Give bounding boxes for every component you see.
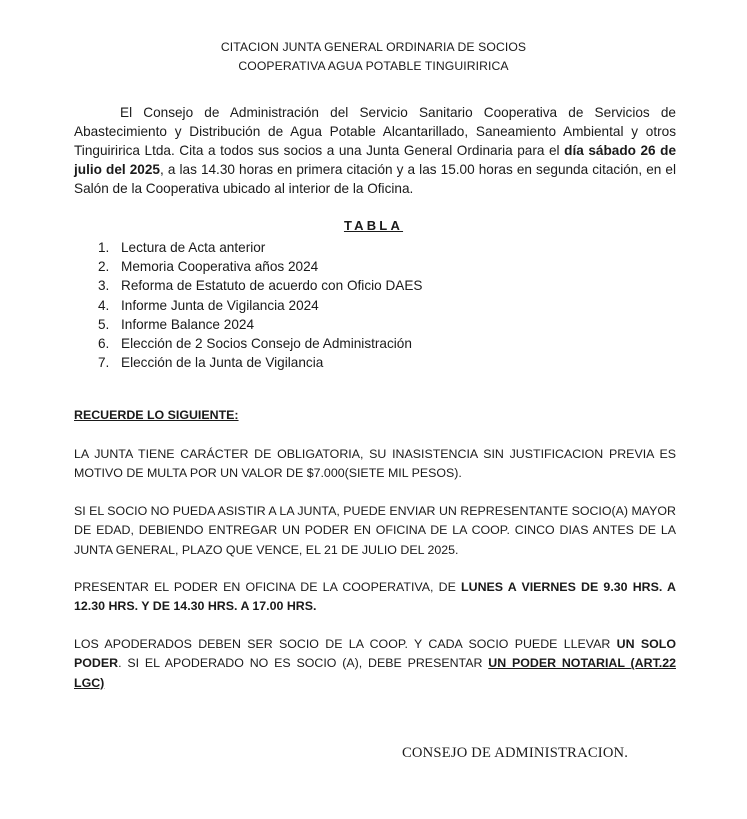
document-title-line2: COOPERATIVA AGUA POTABLE TINGUIRIRICA	[238, 59, 509, 73]
agenda-item-number: 4.	[98, 297, 110, 313]
notarial-power-emphasis: UN PODER NOTARIAL (ART.22 LGC)	[74, 656, 676, 690]
agenda-item	[98, 334, 423, 353]
representative-paragraph: SI EL SOCIO NO PUEDA ASISTIR A LA JUNTA, PUEDE ENVIAR UN REPRESENTANTE SOCIO(A) MAYOR DE EDAD, DEBIENDO ENTREGAR UN PODER EN OFICINA DE LA COOP. CINCO DIAS ANTES DE LA JUNTA GENERAL, PLAZO QUE VENCE, EL 21 DE JULIO DEL 2025.	[74, 504, 676, 557]
agenda-item-number: 6.	[98, 335, 110, 351]
intro-text-part2: , a las 14.30 horas en primera citación y a las 15.00 horas en segunda citación, en el Salón de la Cooperativa ubicado al interior de la Oficina.	[74, 162, 676, 196]
office-hours-schedule: LUNES A VIERNES DE 9.30 HRS. A 12.30 HRS. Y DE 14.30 HRS. A 17.00 HRS.	[74, 580, 677, 614]
agenda-item-number: 2.	[98, 259, 110, 275]
agenda-item-number: 3.	[98, 278, 110, 294]
agenda-item-text: Informe Junta de Vigilancia 2024	[121, 297, 319, 313]
signature-block: CONSEJO DE ADMINISTRACION.	[402, 745, 629, 761]
agenda-item-text: Elección de la Junta de Vigilancia	[121, 355, 324, 371]
agenda-list	[98, 238, 423, 372]
intro-paragraph	[74, 103, 676, 198]
agenda-item-text: Elección de 2 Socios Consejo de Administración	[121, 335, 412, 351]
intro-text-part1: El Consejo de Administración del Servicio Sanitario Cooperativa de Servicios de Abastecimiento y Distribución de Agua Potable Alcantarillado, Saneamiento Ambiental y otros Tinguiririca Ltda. Cita a todos sus socios a una Junta General Ordinaria para el	[74, 105, 676, 158]
agenda-item-text: Lectura de Acta anterior	[121, 240, 266, 255]
proxy-rules-text-part2: . SI EL APODERADO NO ES SOCIO (A), DEBE PRESENTAR	[118, 656, 489, 671]
agenda-title: TABLA	[343, 218, 404, 233]
agenda-item-number: 1.	[98, 240, 110, 255]
remember-heading: RECUERDE LO SIGUIENTE:	[74, 408, 239, 422]
agenda-item-text: Memoria Cooperativa años 2024	[121, 259, 319, 275]
document-title-line1: CITACION JUNTA GENERAL ORDINARIA DE SOCIOS	[220, 40, 527, 54]
agenda-item-number: 7.	[98, 355, 110, 371]
agenda-item	[98, 257, 423, 276]
office-hours-text: PRESENTAR EL PODER EN OFICINA DE LA COOPERATIVA, DE	[74, 580, 462, 594]
agenda-item-number: 5.	[98, 316, 110, 332]
mandatory-attendance-paragraph: LA JUNTA TIENE CARÁCTER DE OBLIGATORIA, SU INASISTENCIA SIN JUSTIFICACION PREVIA ES MOTIVO DE MULTA POR UN VALOR DE $7.000(SIETE MIL PESOS).	[74, 447, 676, 481]
agenda-item	[98, 296, 423, 315]
agenda-item	[98, 238, 423, 257]
agenda-item	[98, 315, 423, 334]
agenda-item-text: Reforma de Estatuto de acuerdo con Oficio DAES	[121, 278, 423, 294]
agenda-item-text: Informe Balance 2024	[121, 316, 255, 332]
single-proxy-emphasis: UN SOLO PODER	[74, 637, 677, 671]
proxy-rules-text-part1: LOS APODERADOS DEBEN SER SOCIO DE LA COOP. Y CADA SOCIO PUEDE LLEVAR	[74, 637, 617, 651]
proxy-rules-paragraph	[74, 635, 676, 693]
agenda-item	[98, 353, 423, 372]
office-hours-paragraph	[74, 578, 676, 617]
meeting-date: día sábado 26 de julio del 2025	[74, 143, 677, 177]
agenda-item	[98, 276, 423, 295]
